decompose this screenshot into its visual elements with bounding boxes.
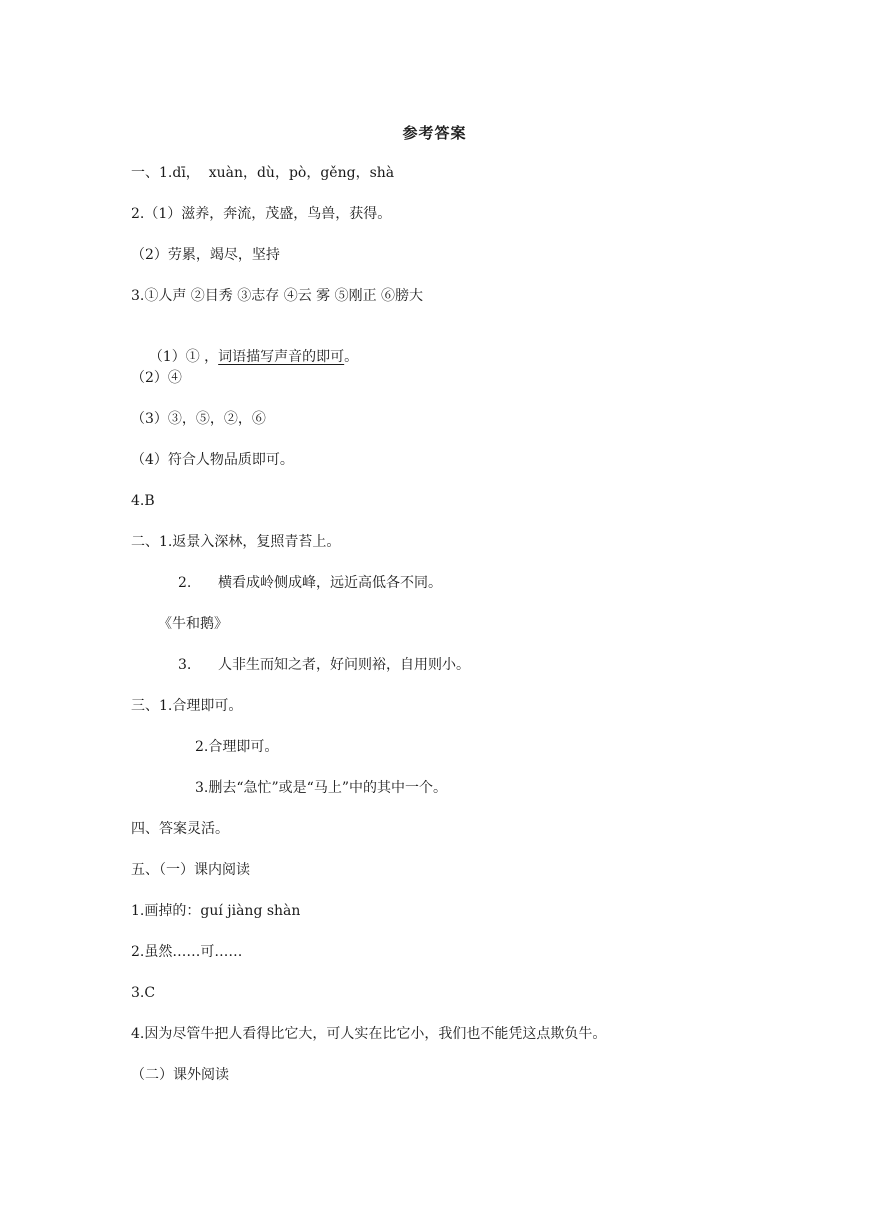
answer-line-4: 3.①人声 ②目秀 ③志存 ④云 雾 ⑤刚正 ⑥膀大 xyxy=(131,288,424,304)
underlined-answer: 词语描写声音的即可 xyxy=(218,349,345,365)
answer-line-23: （二）课外阅读 xyxy=(131,1067,229,1083)
answer-line-20: 2.虽然……可…… xyxy=(131,944,243,960)
answer-line-7: （3）③，⑤，②，⑥ xyxy=(131,411,266,427)
answer-line-6: （2）④ xyxy=(131,370,182,386)
answer-line-11: 2. 横看成岭侧成峰，远近高低各不同。 xyxy=(178,575,443,591)
answer-line-1: 一、1.dī， xuàn，dù，pò，gěng，shà xyxy=(131,165,395,181)
answer-line-9: 4.B xyxy=(131,493,155,509)
page-title: 参考答案 xyxy=(402,124,467,142)
answer-line-13: 3. 人非生而知之者，好问则裕，自用则小。 xyxy=(178,657,471,673)
answer-line-3: （2）劳累，竭尽，坚持 xyxy=(131,247,280,263)
answer-line-17: 四、答案灵活。 xyxy=(131,821,229,837)
answer-line-12: 《牛和鹅》 xyxy=(158,616,228,632)
answer-line-8: （4）符合人物品质即可。 xyxy=(131,452,294,468)
answer-line-22: 4.因为尽管牛把人看得比它大，可人实在比它小，我们也不能凭这点欺负牛。 xyxy=(131,1026,607,1042)
answer-line-5-suffix: 。 xyxy=(344,349,359,365)
answer-line-10: 二、1.返景入深林，复照青苔上。 xyxy=(131,534,341,550)
answer-line-14: 三、1.合理即可。 xyxy=(131,698,243,714)
answer-line-2: 2.（1）滋养，奔流，茂盛，鸟兽，获得。 xyxy=(131,206,392,222)
answer-line-5-prefix: （1）① ， xyxy=(148,349,219,365)
answer-line-16: 3.删去“急忙”或是“马上”中的其中一个。 xyxy=(195,780,447,796)
answer-line-15: 2.合理即可。 xyxy=(195,739,279,755)
answer-line-18: 五、（一）课内阅读 xyxy=(131,862,250,878)
answer-line-19: 1.画掉的：guí jiàng shàn xyxy=(131,903,301,919)
answer-line-21: 3.C xyxy=(131,985,156,1001)
